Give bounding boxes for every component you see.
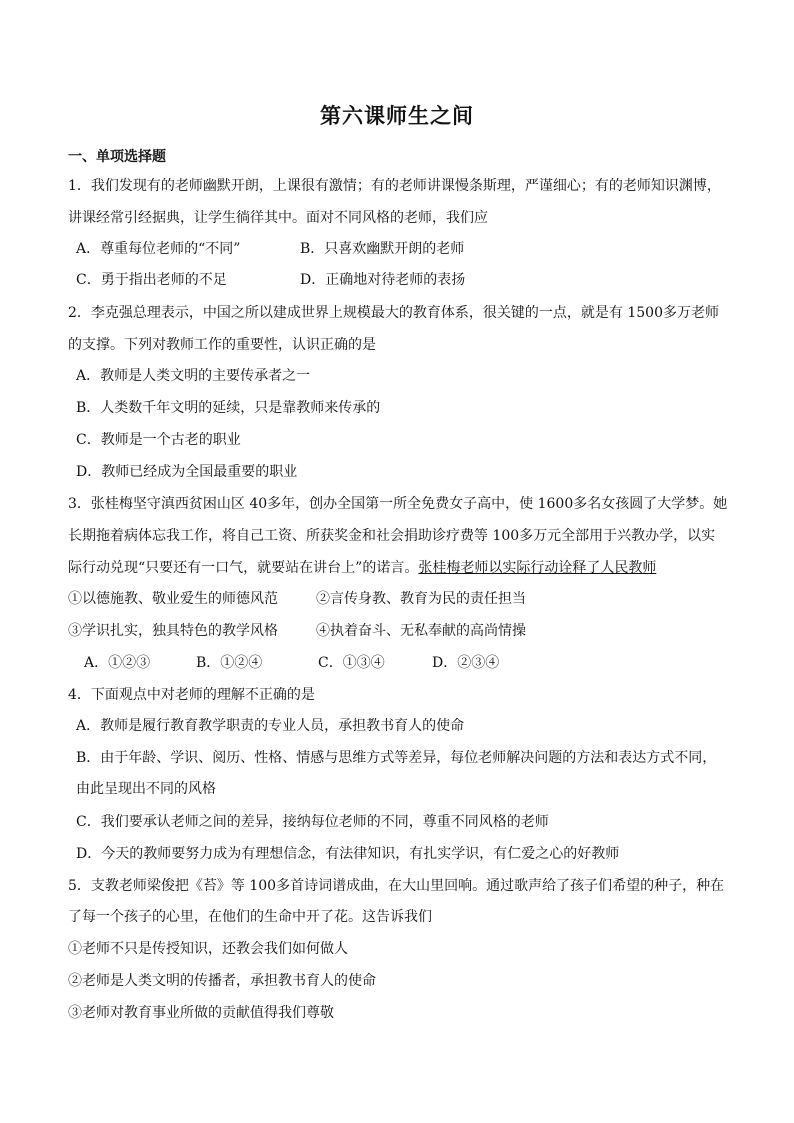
q2-option-c: C．教师是一个古老的职业 — [76, 432, 241, 448]
q2-option-a: A．教师是人类文明的主要传承者之一 — [76, 368, 311, 384]
q3-option-c: C．①③④ — [318, 655, 385, 671]
q1-stem-line-1: 1．我们发现有的老师幽默开朗，上课很有激情；有的老师讲课慢条斯理，严谨细心；有的老师知识渊博， — [68, 178, 721, 194]
q3-option-b: B．①②④ — [196, 655, 263, 671]
q3-item-4: ④执着奋斗、无私奉献的高尚情操 — [316, 623, 526, 639]
q1-option-a: A．尊重每位老师的“不同” — [76, 241, 241, 257]
q2-stem-line-2: 的支撑。下列对教师工作的重要性，认识正确的是 — [68, 337, 376, 353]
q3-stem-line-2: 长期拖着病体忘我工作，将自己工资、所获奖金和社会捐助诊疗费等 100多万元全部用于兴教办学，以实 — [68, 528, 716, 544]
q4-option-d: D．今天的教师要努力成为有理想信念，有法律知识，有扎实学识，有仁爱之心的好教师 — [76, 846, 620, 862]
section-heading: 一、单项选择题 — [68, 149, 166, 165]
q3-stem-line-3 — [68, 559, 656, 577]
q1-option-b: B．只喜欢幽默开朗的老师 — [300, 241, 465, 257]
q3-stem-line-3a: 际行动兑现“只要还有一口气，就要站在讲台上”的诺言。 — [68, 560, 419, 576]
q3-option-a: A．①②③ — [84, 655, 151, 671]
q3-item-3: ③学识扎实，独具特色的教学风格 — [68, 623, 278, 639]
q5-stem-line-2: 了每一个孩子的心里，在他们的生命中开了花。这告诉我们 — [68, 909, 432, 925]
q2-stem-line-1: 2．李克强总理表示，中国之所以建成世界上规模最大的教育体系，很关键的一点，就是有 1500多万老师 — [68, 305, 719, 321]
page-title: 第六课师生之间 — [320, 103, 474, 128]
q2-option-b: B．人类数千年文明的延续，只是靠教师来传承的 — [76, 400, 381, 416]
q4-stem: 4．下面观点中对老师的理解不正确的是 — [68, 687, 315, 703]
q4-option-b-line-2: 由此呈现出不同的风格 — [76, 781, 216, 797]
q3-item-1: ①以德施教、敬业爱生的师德风范 — [68, 591, 278, 607]
q1-option-d: D．正确地对待老师的表扬 — [300, 272, 466, 288]
q5-item-1: ①老师不只是传授知识，还教会我们如何做人 — [68, 941, 348, 957]
q4-option-a: A．教师是履行教育教学职责的专业人员，承担教书育人的使命 — [76, 718, 465, 734]
q5-item-2: ②老师是人类文明的传播者，承担教书育人的使命 — [68, 973, 376, 989]
q3-item-2: ②言传身教、教育为民的责任担当 — [316, 591, 526, 607]
q4-option-b-line-1: B．由于年龄、学识、阅历、性格、情感与思维方式等差异，每位老师解决问题的方法和表达方式不同， — [76, 750, 717, 766]
q3-stem-line-1: 3．张桂梅坚守滇西贫困山区 40多年，创办全国第一所全免费女子高中，使 1600多名女孩圆了大学梦。她 — [68, 496, 728, 512]
q4-option-c: C．我们要承认老师之间的差异，接纳每位老师的不同，尊重不同风格的老师 — [76, 814, 549, 830]
q1-stem-line-2: 讲课经常引经据典，让学生徜徉其中。面对不同风格的老师，我们应 — [68, 210, 488, 226]
q2-option-d: D．教师已经成为全国最重要的职业 — [76, 464, 298, 480]
q3-option-d: D．②③④ — [432, 655, 500, 671]
q1-option-c: C．勇于指出老师的不足 — [76, 272, 227, 288]
q5-item-3: ③老师对教育事业所做的贡献值得我们尊敬 — [68, 1005, 334, 1021]
q5-stem-line-1: 5．支教老师梁俊把《苔》等 100多首诗词谱成曲，在大山里回响。通过歌声给了孩子们希望的种子，种在 — [68, 878, 725, 894]
q3-stem-line-3b: 张桂梅老师以实际行动诠释了人民教师 — [418, 560, 657, 576]
